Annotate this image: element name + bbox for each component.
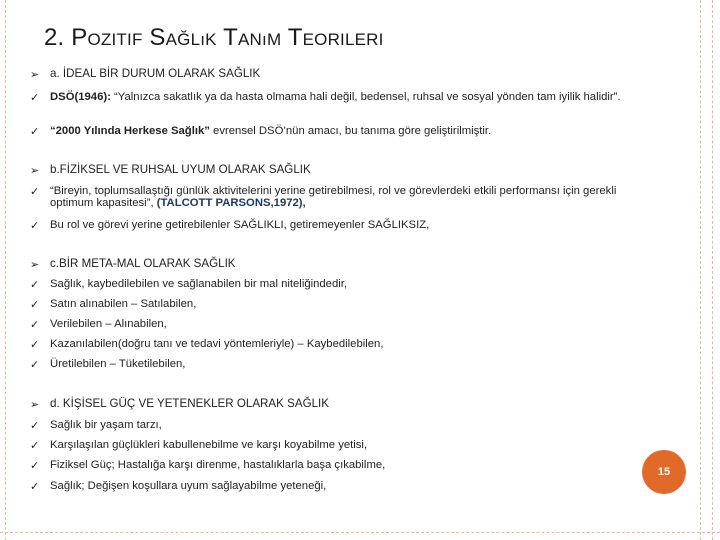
item-text: Verilebilen – Alınabilen, — [50, 318, 167, 330]
frame-line-right-inner — [700, 0, 701, 540]
title-part: EORILERI — [302, 30, 384, 49]
check-bullet-icon: ✓ — [30, 126, 40, 138]
item-text — [50, 185, 660, 209]
title-part: 2. P — [44, 24, 88, 51]
section-c-heading: c.BİR META-MAL OLARAK SAĞLIK — [50, 257, 236, 270]
item-text: Üretilebilen – Tüketilebilen, — [50, 358, 186, 370]
slide-title — [44, 24, 384, 52]
item-rest: “Bireyin, toplumsallaştığı günlük aktivitelerini yerine getirebilmesi, rol ve görevlerdeki etkili performansı için gerekli optimum kapasitesi”, — [50, 185, 617, 209]
check-bullet-icon: ✓ — [30, 319, 40, 331]
check-bullet-icon: ✓ — [30, 339, 40, 351]
item-text: Satın alınabilen – Satılabilen, — [50, 298, 197, 310]
title-part: OZITIF — [87, 30, 143, 49]
item-text: Karşılaşılan güçlükleri kabullenebilme ve karşı koyabilme yetisi, — [50, 439, 368, 451]
check-bullet-icon: ✓ — [30, 92, 40, 104]
item-bold: DSÖ(1946): — [50, 91, 111, 103]
check-bullet-icon: ✓ — [30, 359, 40, 371]
frame-line-right-outer — [712, 0, 713, 540]
check-bullet-icon: ✓ — [30, 460, 40, 472]
item-text: Bu rol ve görevi yerine getirebilenler SAĞLIKLI, getiremeyenler SAĞLIKSIZ, — [50, 219, 430, 231]
arrow-bullet-icon: ➢ — [30, 165, 40, 177]
item-text: Kazanılabilen(doğru tanı ve tedavi yöntemleriyle) – Kaybedilebilen, — [50, 338, 384, 350]
check-bullet-icon: ✓ — [30, 279, 40, 291]
item-text: Fiziksel Güç; Hastalığa karşı direnme, hastalıklarla başa çıkabilme, — [50, 459, 386, 471]
title-part: T — [216, 24, 238, 51]
check-bullet-icon: ✓ — [30, 220, 40, 232]
check-bullet-icon: ✓ — [30, 481, 40, 493]
section-d-heading: d. KİŞİSEL GÜÇ VE YETENEKLER OLARAK SAĞLIK — [50, 397, 330, 410]
arrow-bullet-icon: ➢ — [30, 399, 40, 411]
item-text: Sağlık bir yaşam tarzı, — [50, 419, 162, 431]
check-bullet-icon: ✓ — [30, 299, 40, 311]
item-rest: evrensel DSÖ’nün amacı, bu tanıma göre geliştirilmiştir. — [209, 125, 492, 137]
item-rest: “Yalnızca sakatlık ya da hasta olmama hali değil, bedensel, ruhsal ve sosyal yönden tam iyilik halidir”. — [110, 91, 621, 103]
title-part: T — [281, 24, 303, 51]
item-text — [50, 91, 660, 103]
arrow-bullet-icon: ➢ — [30, 259, 40, 271]
section-b-heading: b.FİZİKSEL VE RUHSAL UYUM OLARAK SAĞLIK — [50, 163, 311, 176]
check-bullet-icon: ✓ — [30, 420, 40, 432]
title-part: AĞLıK — [165, 30, 217, 49]
item-text: Sağlık, kaybedilebilen ve sağlanabilen bir mal niteliğindedir, — [50, 278, 348, 290]
page-number-badge — [642, 450, 686, 494]
item-text: Sağlık; Değişen koşullara uyum sağlayabilme yeteneği, — [50, 480, 327, 492]
title-part: S — [142, 24, 166, 51]
item-bold: “2000 Yılında Herkese Sağlık” — [50, 125, 210, 137]
check-bullet-icon: ✓ — [30, 186, 40, 198]
frame-line-left — [5, 0, 6, 540]
check-bullet-icon: ✓ — [30, 440, 40, 452]
page-number: 15 — [657, 466, 671, 478]
section-a-heading: a. İDEAL BİR DURUM OLARAK SAĞLIK — [50, 67, 261, 80]
citation: (TALCOTT PARSONS,1972), — [156, 197, 306, 209]
title-part: ANıM — [238, 30, 282, 49]
arrow-bullet-icon: ➢ — [30, 69, 40, 81]
frame-line-bottom — [0, 532, 720, 533]
item-text — [50, 125, 660, 137]
